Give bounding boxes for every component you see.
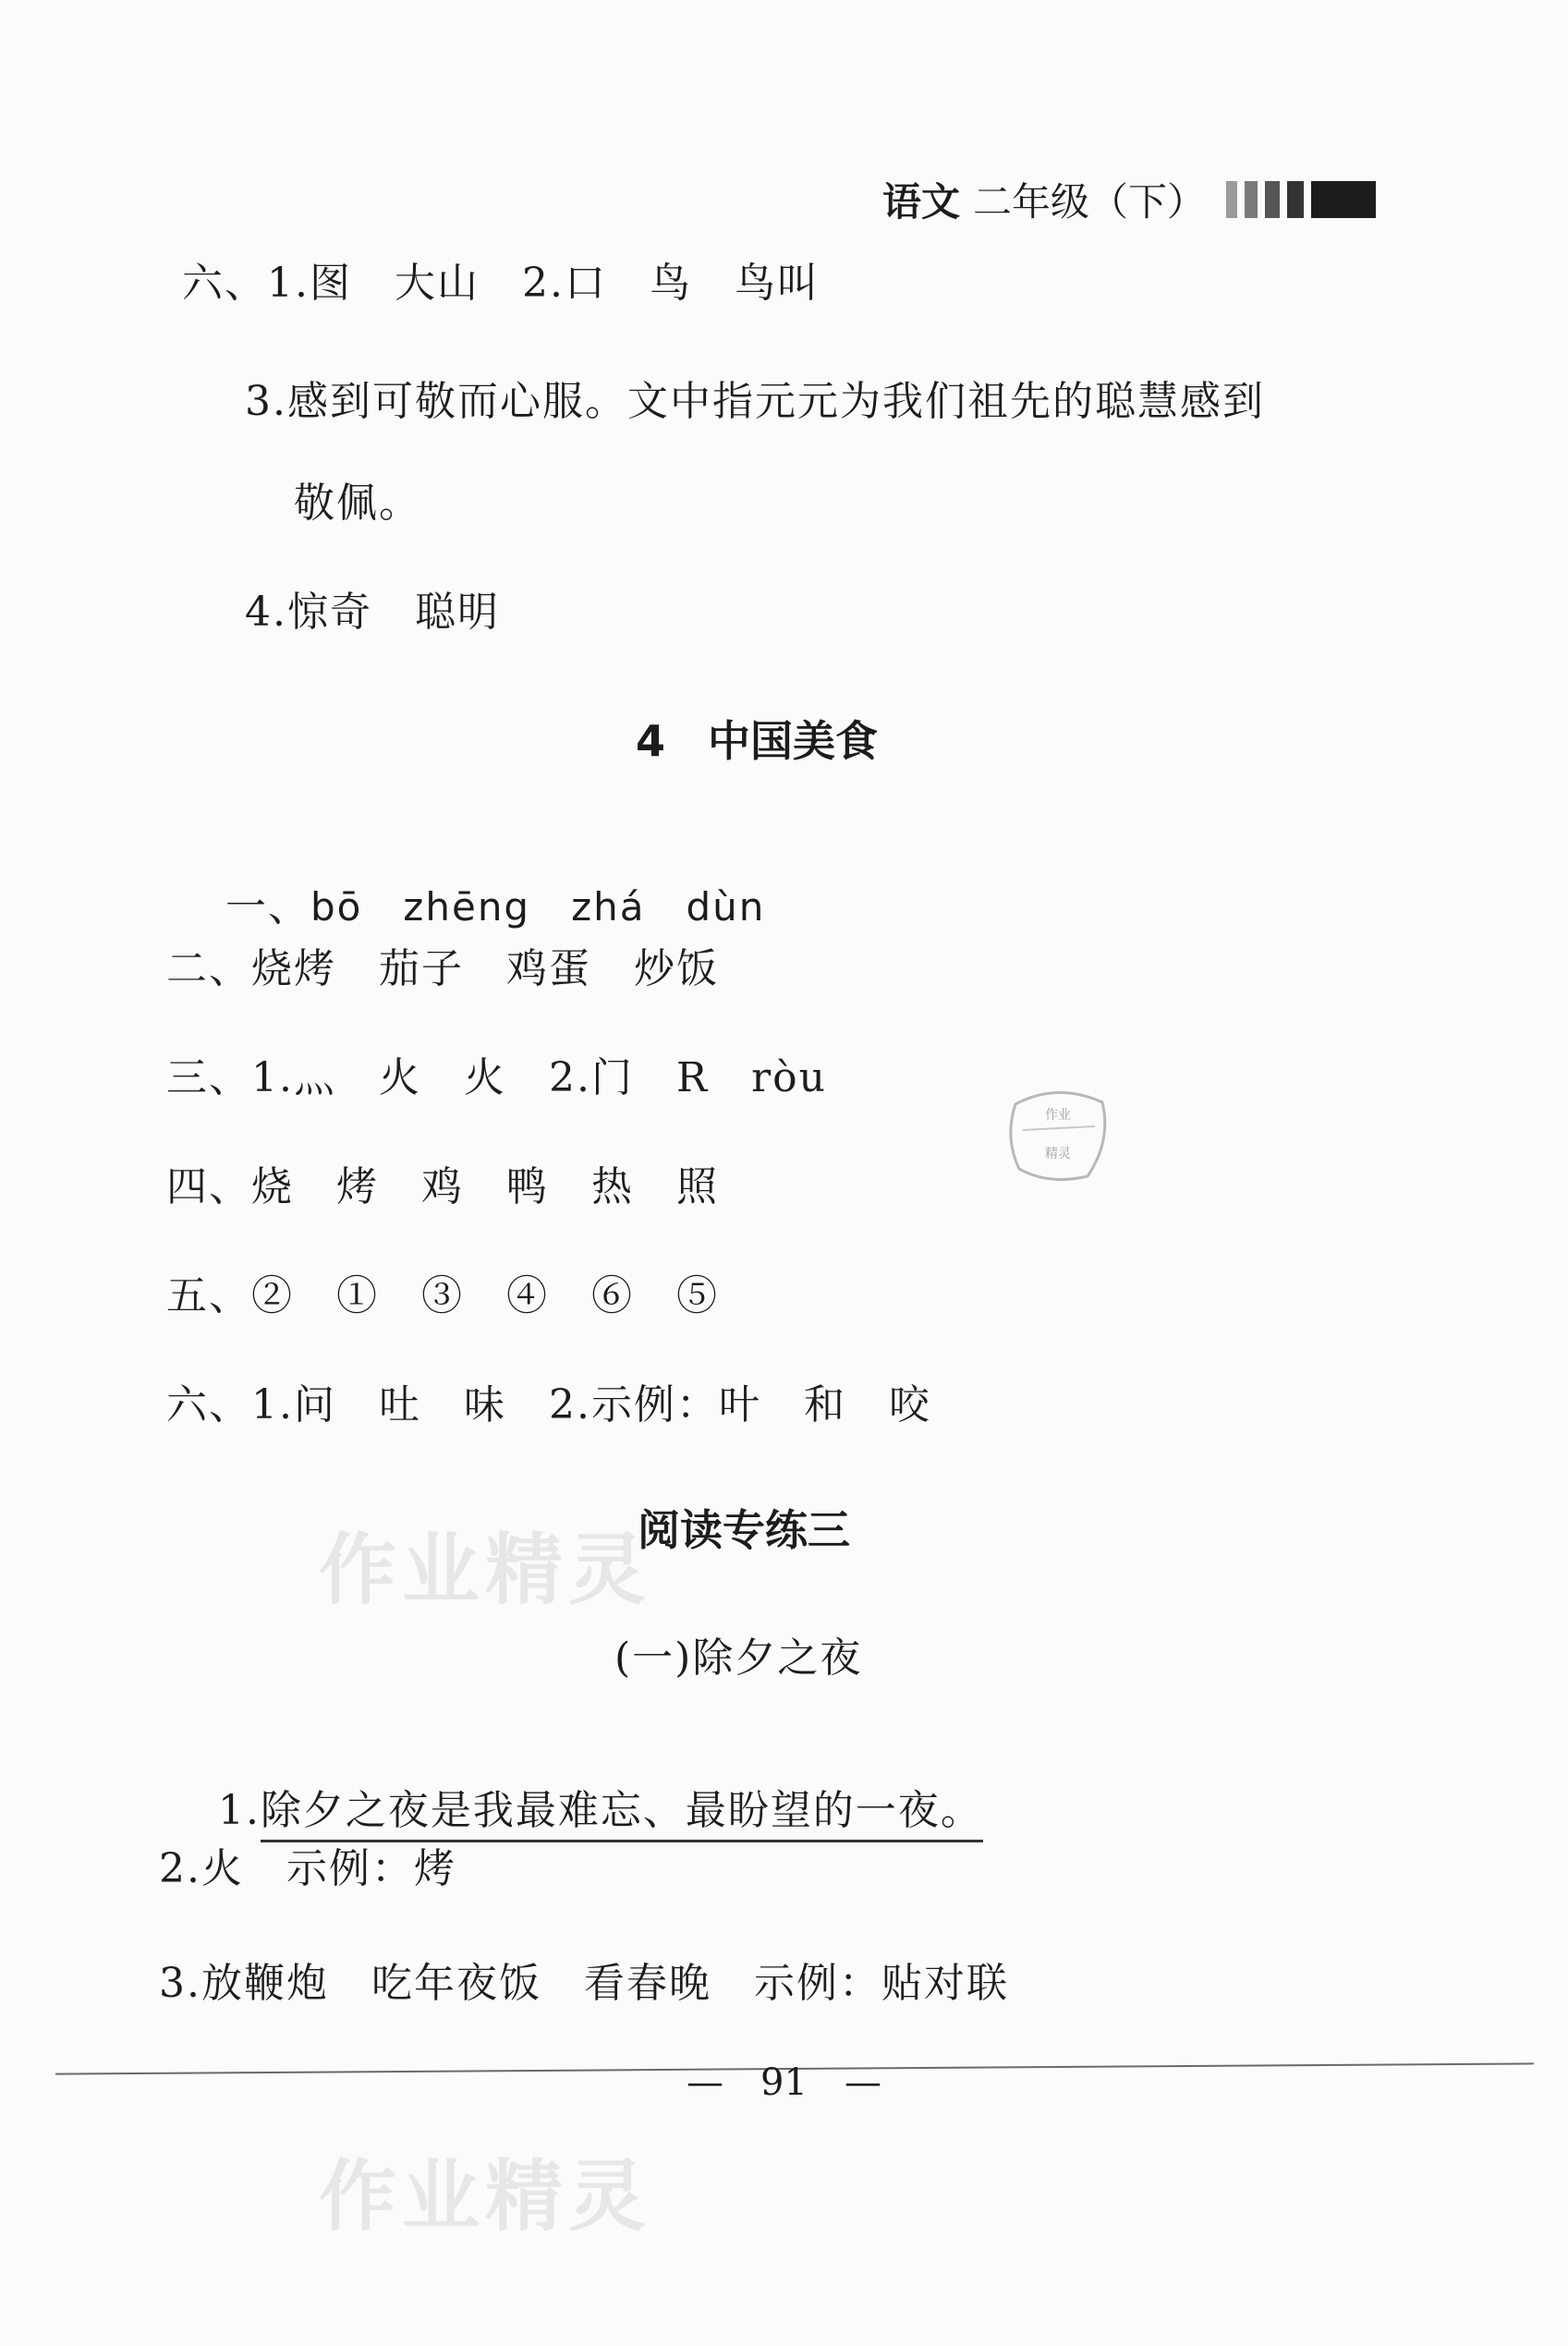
lesson-4-q3: 三、1.灬 火 火 2.门 R ròu xyxy=(166,1054,827,1101)
answer-section-6-3a: 3.感到可敬而心服。文中指元元为我们祖先的聪慧感到 xyxy=(245,378,1265,425)
lesson-4-q6: 六、1.问 吐 味 2.示例：叶 和 咬 xyxy=(166,1381,931,1428)
grade-label: 二年级（下） xyxy=(973,179,1207,225)
q1-pinyin: bō zhēng zhá dùn xyxy=(310,884,766,930)
lesson-4-title: 4 中国美食 xyxy=(636,716,879,766)
svg-text:精灵: 精灵 xyxy=(1045,1147,1071,1161)
answer-section-6-4: 4.惊奇 聪明 xyxy=(245,589,500,636)
svg-text:作业: 作业 xyxy=(1045,1108,1071,1123)
page-header xyxy=(882,172,1376,227)
header-decoration-bars xyxy=(1226,181,1376,218)
answer-section-6-3b: 敬佩。 xyxy=(294,480,421,527)
seal-stamp-icon xyxy=(1003,1086,1113,1183)
a1-number: 1. xyxy=(217,1787,261,1834)
watermark-bottom: 作业精灵 xyxy=(319,2151,652,2242)
reading-3-a3: 3.放鞭炮 吃年夜饭 看春晚 示例：贴对联 xyxy=(159,1960,1009,2007)
subject-label: 语文 xyxy=(882,179,961,225)
page-number: — 91 — xyxy=(687,2061,881,2104)
watermark-mid: 作业精灵 xyxy=(319,1525,652,1615)
lesson-4-q4: 四、烧 烤 鸡 鸭 热 照 xyxy=(166,1163,719,1210)
lesson-4-q5: 五、② ① ③ ④ ⑥ ⑤ xyxy=(166,1272,719,1319)
reading-3-title: 阅读专练三 xyxy=(638,1505,850,1555)
a1-underlined-text: 除夕之夜是我最难忘、最盼望的一夜。 xyxy=(261,1787,983,1842)
reading-3-a2: 2.火 示例：烤 xyxy=(159,1845,456,1892)
lesson-4-q2: 二、烧烤 茄子 鸡蛋 炒饭 xyxy=(166,945,719,992)
reading-3-subtitle: (一)除夕之夜 xyxy=(614,1635,863,1682)
q1-label: 一、 xyxy=(225,883,310,930)
answer-section-6-1: 六、1.图 大山 2.口 鸟 鸟叫 xyxy=(182,260,820,307)
